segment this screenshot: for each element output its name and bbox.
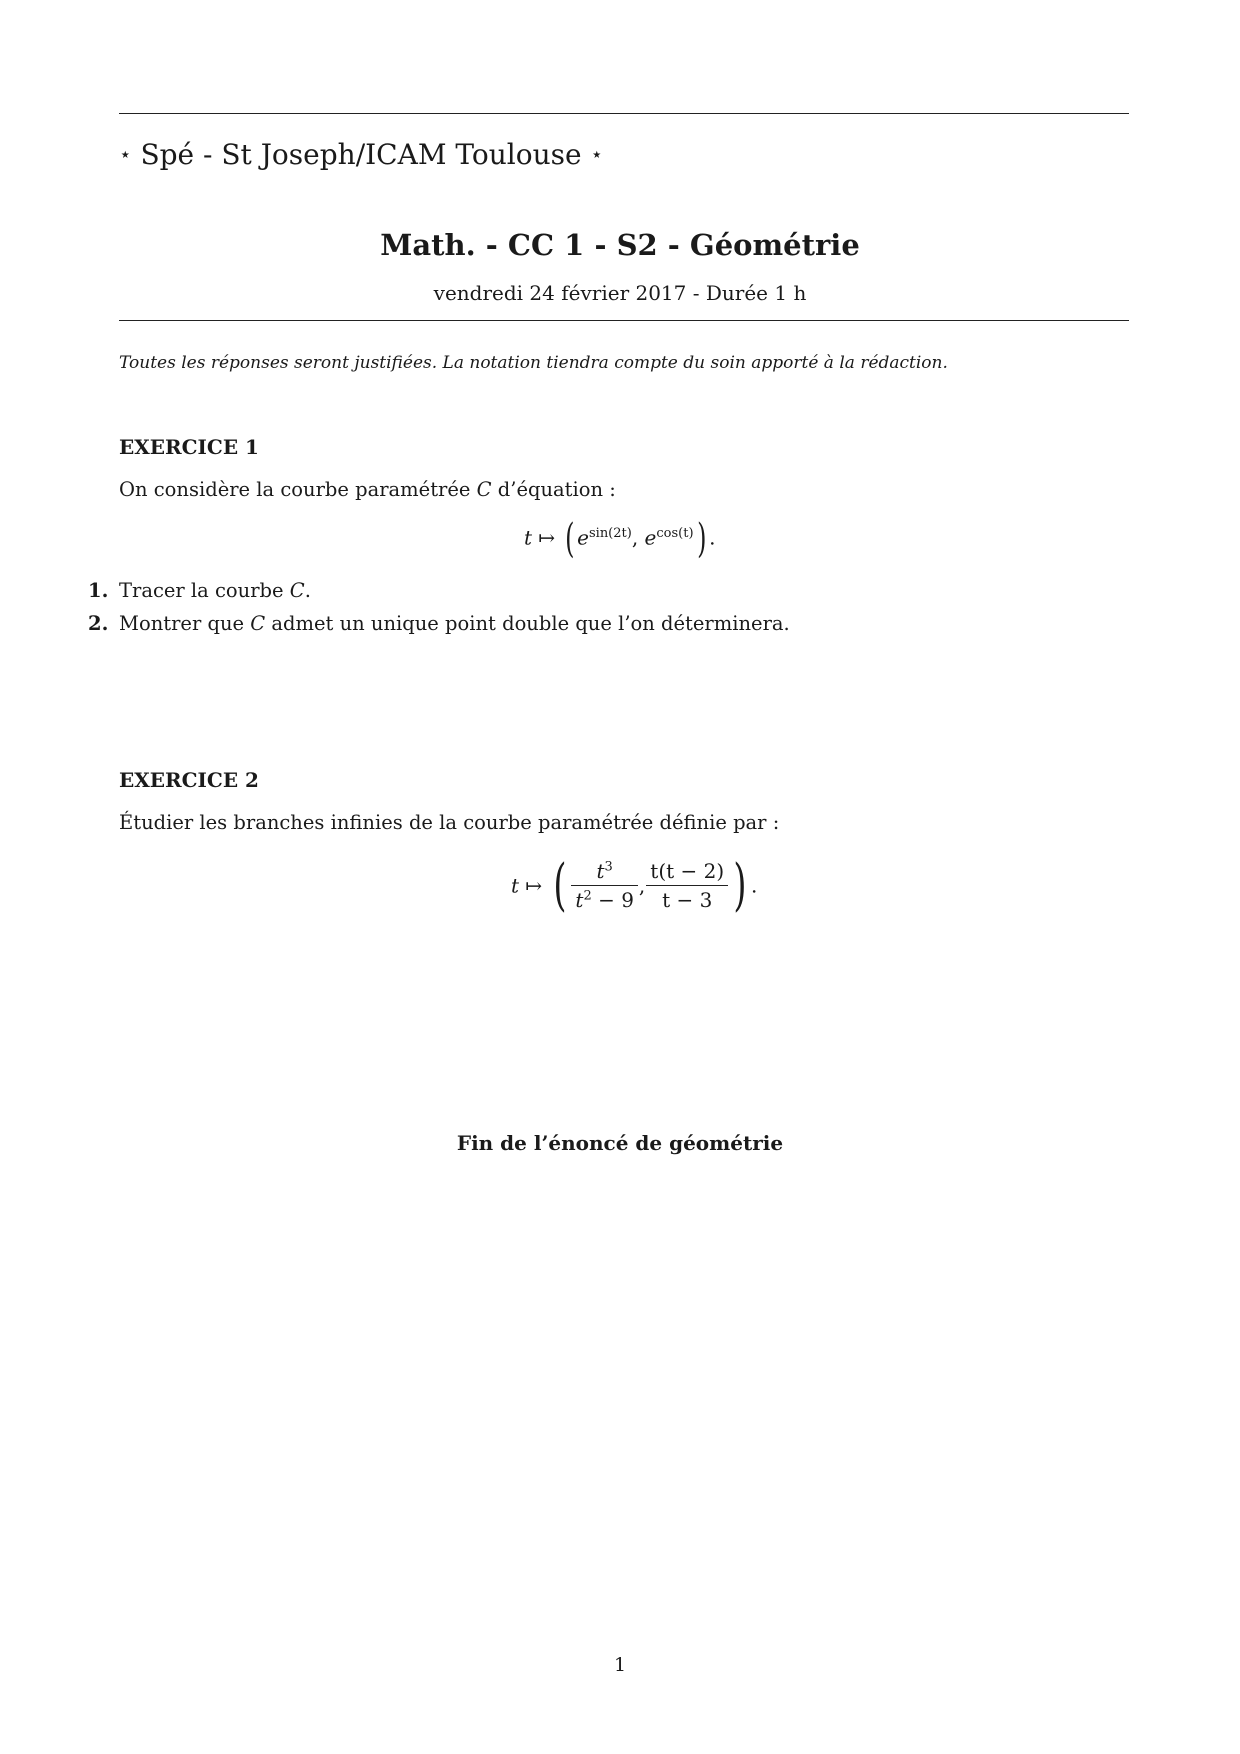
top-rule (119, 113, 1129, 114)
curve-variable: C (476, 478, 492, 501)
fraction-2 (646, 859, 728, 912)
curve-variable: C (289, 579, 305, 602)
exercise-1-intro (119, 478, 616, 501)
question-text: . (304, 579, 311, 602)
end-of-exam-text: Fin de l’énoncé de géométrie (456, 1131, 784, 1155)
question-number: 2. (88, 612, 109, 635)
intro-text: On considère la courbe paramétrée (119, 478, 471, 501)
exponent-1: sin(2t) (588, 525, 632, 541)
exam-title: Math. - CC 1 - S2 - Géométrie (380, 228, 860, 262)
frac-num: t(t − 2) (646, 859, 728, 886)
curve-variable: C (250, 612, 266, 635)
exponent-2: cos(t) (656, 525, 694, 541)
question-text: Montrer que (119, 612, 245, 635)
formula-var-t: t (511, 873, 520, 898)
star-icon: ⋆ (590, 142, 604, 166)
exam-subtitle: vendredi 24 février 2017 - Durée 1 h (433, 281, 807, 305)
page-number: 1 (613, 1654, 627, 1676)
frac-den-exp: 2 (583, 888, 592, 904)
intro-text: d’équation : (497, 478, 616, 501)
fraction-1 (571, 859, 638, 912)
exercise-2-formula: t ↦ ( $\frac{t^3}{t^2 - 9}$ , $\frac{t(t - 2)}{t - 3}$ ) . (511, 853, 758, 918)
exercise-2-intro: Étudier les branches infinies de la courbe paramétrée définie par : (119, 811, 780, 834)
maps-to-symbol: ↦ (525, 873, 543, 898)
exercise-1-heading: EXERCICE 1 (119, 435, 259, 459)
frac-den-var: t (575, 888, 584, 912)
frac-den: t − 3 (662, 888, 713, 912)
question-1 (119, 579, 311, 602)
school-header (119, 138, 603, 171)
exp-base: e (644, 525, 657, 550)
exp-base: e (577, 525, 589, 550)
instructions: Toutes les réponses seront justifiées. La notation tiendra compte du soin apporté à la rédaction. (119, 353, 948, 373)
frac-num-exp: 3 (604, 859, 613, 875)
question-text: Tracer la courbe (119, 579, 284, 602)
formula-var-t: t (524, 525, 533, 550)
school-name: Spé - St Joseph/ICAM Toulouse (140, 138, 582, 171)
question-2 (119, 612, 790, 635)
question-number: 1. (88, 579, 109, 602)
exercise-1-formula: t ↦ ( $e^{sin(2t)}$, $e^{cos(t)}$) . (524, 516, 716, 562)
star-icon: ⋆ (119, 142, 132, 166)
question-text: admet un unique point double que l’on déterminera. (271, 612, 790, 635)
maps-to-symbol: ↦ (538, 525, 556, 550)
frac-den-rest: − 9 (598, 888, 634, 912)
frac-num-var: t (596, 859, 605, 883)
exercise-2-heading: EXERCICE 2 (119, 768, 259, 792)
header-bottom-rule (119, 320, 1129, 321)
